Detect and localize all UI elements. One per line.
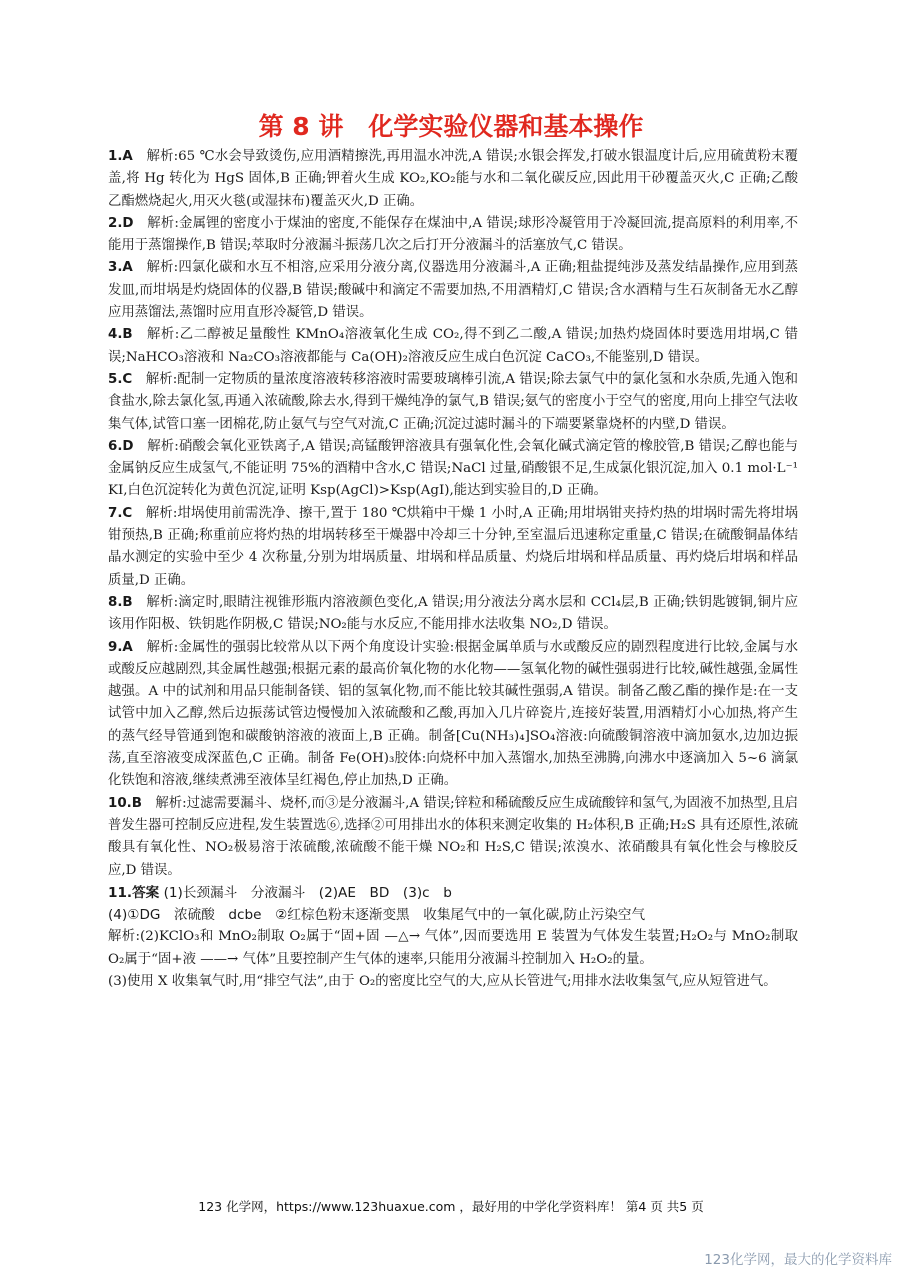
item-number: 5.C <box>108 371 133 387</box>
item-label: 解析 <box>132 505 173 521</box>
answer-item-9 <box>108 637 798 793</box>
item-label: 解析 <box>132 594 174 610</box>
answer-line-2: (4)①DG 浓硫酸 dcbe ②红棕色粉末逐渐变黑 收集尾气中的一氧化碳,防止污染空气 <box>108 907 646 924</box>
item-text: :坩埚使用前需洗净、擦干,置于 180 ℃烘箱中干燥 1 小时,A 正确;用坩埚钳夹持灼热的坩埚时需先将坩埚钳预热,B 正确;称重前应将灼热的坩埚转移至干燥器中冷却三十分钟,至室温后迅速称定重量,C 错误;在硫酸铜晶体结晶水测定的实验中至少 4 次称量,分别为坩埚质量、坩埚和样品质量、灼烧后坩埚和样品质量、再灼烧后坩埚和样品质量,D 正确。 <box>108 505 799 588</box>
item-label: 解析 <box>133 438 175 454</box>
item-label: 解析 <box>132 149 174 164</box>
answer-item-10 <box>108 793 798 882</box>
explanation-part-3: (3)使用 X 收集氧气时,用“排空气法”,由于 O₂的密度比空气的大,应从长管进气;用排水法收集氢气,应从短管进气。 <box>108 973 777 989</box>
item-label: 解析 <box>132 327 175 343</box>
item-number: 8.B <box>108 594 133 610</box>
item-text: :滴定时,眼睛注视锥形瓶内溶液颜色变化,A 错误;用分液法分离水层和 CCl₄层,B 正确;铁钥匙镀铜,铜片应该用作阳极、铁钥匙作阴极,C 错误;NO₂能与水反应,不能用排水法收集 NO₂,D 错误。 <box>108 594 799 633</box>
item-text: :金属性的强弱比较常从以下两个角度设计实验:根据金属单质与水或酸反应的剧烈程度进行比较,金属与水或酸反应越剧烈,其金属性越强;根据元素的最高价氧化物的水化物——氢氧化物的碱性强弱进行比较,碱性越强,金属性越强。A 中的试剂和用品只能制备镁、铝的氢氧化物,而不能比较其碱性强弱,A 错误。制备乙酸乙酯的操作是:在一支试管中加入乙醇,然后边振荡试管边慢慢加入浓硫酸和乙酸,再加入几片碎瓷片,连接好装置,用酒精灯小心加热,将产生的蒸气经导管通到饱和碳酸钠溶液的液面上,B 正确。制备[Cu(NH₃)₄]SO₄溶液:向硫酸铜溶液中滴加氨水,边加边振荡,直至溶液变成深蓝色,C 正确。制备 Fe(OH)₃胶体:向烧杯中加入蒸馏水,加热至沸腾,向沸水中逐滴加入 5~6 滴氯化铁饱和溶液,继续煮沸至液体呈红褐色,停止加热,D 正确。 <box>108 639 799 789</box>
item-number: 4.B <box>108 327 133 343</box>
answer-item-1 <box>108 146 798 213</box>
site-watermark: 123化学网，最大的化学资料库 <box>704 1252 892 1268</box>
item-text: :65 ℃水会导致烫伤,应用酒精擦洗,再用温水冲洗,A 错误;水银会挥发,打破水银温度计后,应用硫黄粉末覆盖,将 Hg 转化为 HgS 固体,B 正确;钾着火生成 KO₂,KO₂能与水和二氧化碳反应,因此用干砂覆盖灭火,C 正确;乙酸乙酯燃烧起火,用灭火毯(或湿抹布)覆盖灭火,D 正确。 <box>108 149 798 209</box>
answer-item-3 <box>108 257 798 324</box>
item-text: :乙二醇被足量酸性 KMnO₄溶液氧化生成 CO₂,得不到乙二酸,A 错误;加热灼烧固体时要选用坩埚,C 错误;NaHCO₃溶液和 Na₂CO₃溶液都能与 Ca(OH)₂溶液反应生成白色沉淀 CaCO₃,不能鉴别,D 错误。 <box>108 327 799 365</box>
answer-item-11-line-2 <box>108 904 798 926</box>
answer-item-4 <box>108 324 798 369</box>
answer-item-11-expl-3 <box>108 971 798 993</box>
item-text: :配制一定物质的量浓度溶液转移溶液时需要玻璃棒引流,A 错误;除去氯气中的氯化氢和水杂质,先通入饱和食盐水,除去氯化氢,再通入浓硫酸,除去水,得到干燥纯净的氯气,B 错误;氨气的密度小于空气的密度,用向上排空气法收集气体,试管口塞一团棉花,防止氨气与空气对流,C 正确;沉淀过滤时漏斗的下端要紧靠烧杯的内壁,D 错误。 <box>108 371 798 432</box>
item-number: 7.C <box>108 505 133 521</box>
answer-body <box>108 146 798 993</box>
explanation-part-2: :(2)KClO₃和 MnO₂制取 O₂属于“固+固 —△→ 气体”,因而要选用 E 装置为气体发生装置;H₂O₂与 MnO₂制取 O₂属于“固+液 ——→ 气体”且要控制产生气体的速率,只能用分液漏斗控制加入 H₂O₂的量。 <box>108 929 798 967</box>
item-label: 解析 <box>141 795 183 811</box>
item-label: 解析 <box>132 371 173 387</box>
answer-item-11 <box>108 882 798 904</box>
answer-item-11-expl-2 <box>108 926 798 971</box>
answer-item-2 <box>108 213 798 258</box>
answer-line-1: (1)长颈漏斗 分液漏斗 (2)AE BD (3)c b <box>159 884 452 901</box>
item-number: 2.D <box>108 215 134 231</box>
item-text: :四氯化碳和水互不相溶,应采用分液分离,仪器选用分液漏斗,A 正确;粗盐提纯涉及蒸发结晶操作,应用到蒸发皿,而坩埚是灼烧固体的仪器,B 错误;酸碱中和滴定不需要加热,不用酒精灯,C 错误;含水酒精与生石灰制备无水乙醇应用蒸馏法,蒸馏时应用直形冷凝管,D 错误。 <box>108 260 798 321</box>
answer-item-8 <box>108 592 798 637</box>
item-number: 11. <box>108 884 133 901</box>
item-text: :金属锂的密度小于煤油的密度,不能保存在煤油中,A 错误;球形冷凝管用于冷凝回流,提高原料的利用率,不能用于蒸馏操作,B 错误;萃取时分液漏斗振荡几次之后打开分液漏斗的活塞放气,C 错误。 <box>108 215 798 254</box>
answer-label: 答案 <box>132 884 160 901</box>
answer-item-7 <box>108 503 798 592</box>
answer-item-6 <box>108 436 798 503</box>
item-number: 6.D <box>108 438 134 454</box>
item-label: 解析 <box>132 260 174 276</box>
item-number: 1.A <box>108 149 133 164</box>
item-number: 10.B <box>108 795 142 811</box>
page-footer: 123 化学网，https://www.123huaxue.com ，最好用的中学化学资料库！ 第4 页 共5 页 <box>198 1199 704 1214</box>
page-title: 第 8 讲 化学实验仪器和基本操作 <box>258 112 644 141</box>
item-text: :过滤需要漏斗、烧杯,而③是分液漏斗,A 错误;锌粒和稀硫酸反应生成硫酸锌和氢气,为固液不加热型,且启普发生器可控制反应进程,发生装置选⑥,选择②可用排出水的体积来测定收集的 H₂体积,B 正确;H₂S 具有还原性,浓硫酸具有氧化性、NO₂极易溶于浓硫酸,浓硫酸不能干燥 NO₂和 H₂S,C 错误;浓溴水、浓硝酸具有氧化性会与橡胶反应,D 错误。 <box>108 795 798 878</box>
answer-item-5 <box>108 369 798 436</box>
item-text: :硝酸会氧化亚铁离子,A 错误;高锰酸钾溶液具有强氧化性,会氧化碱式滴定管的橡胶管,B 错误;乙醇也能与金属钠反应生成氢气,不能证明 75%的酒精中含水,C 错误;NaCl 过量,硝酸银不足,生成氯化银沉淀,加入 0.1 mol·L⁻¹ KI,白色沉淀转化为黄色沉淀,证明 Ksp(AgCl)>Ksp(AgI),能达到实验目的,D 正确。 <box>108 438 798 499</box>
item-label: 解析 <box>132 639 174 655</box>
item-number: 9.A <box>108 639 133 655</box>
item-number: 3.A <box>108 260 133 276</box>
item-label: 解析 <box>133 215 175 231</box>
item-label: 解析 <box>108 929 136 945</box>
